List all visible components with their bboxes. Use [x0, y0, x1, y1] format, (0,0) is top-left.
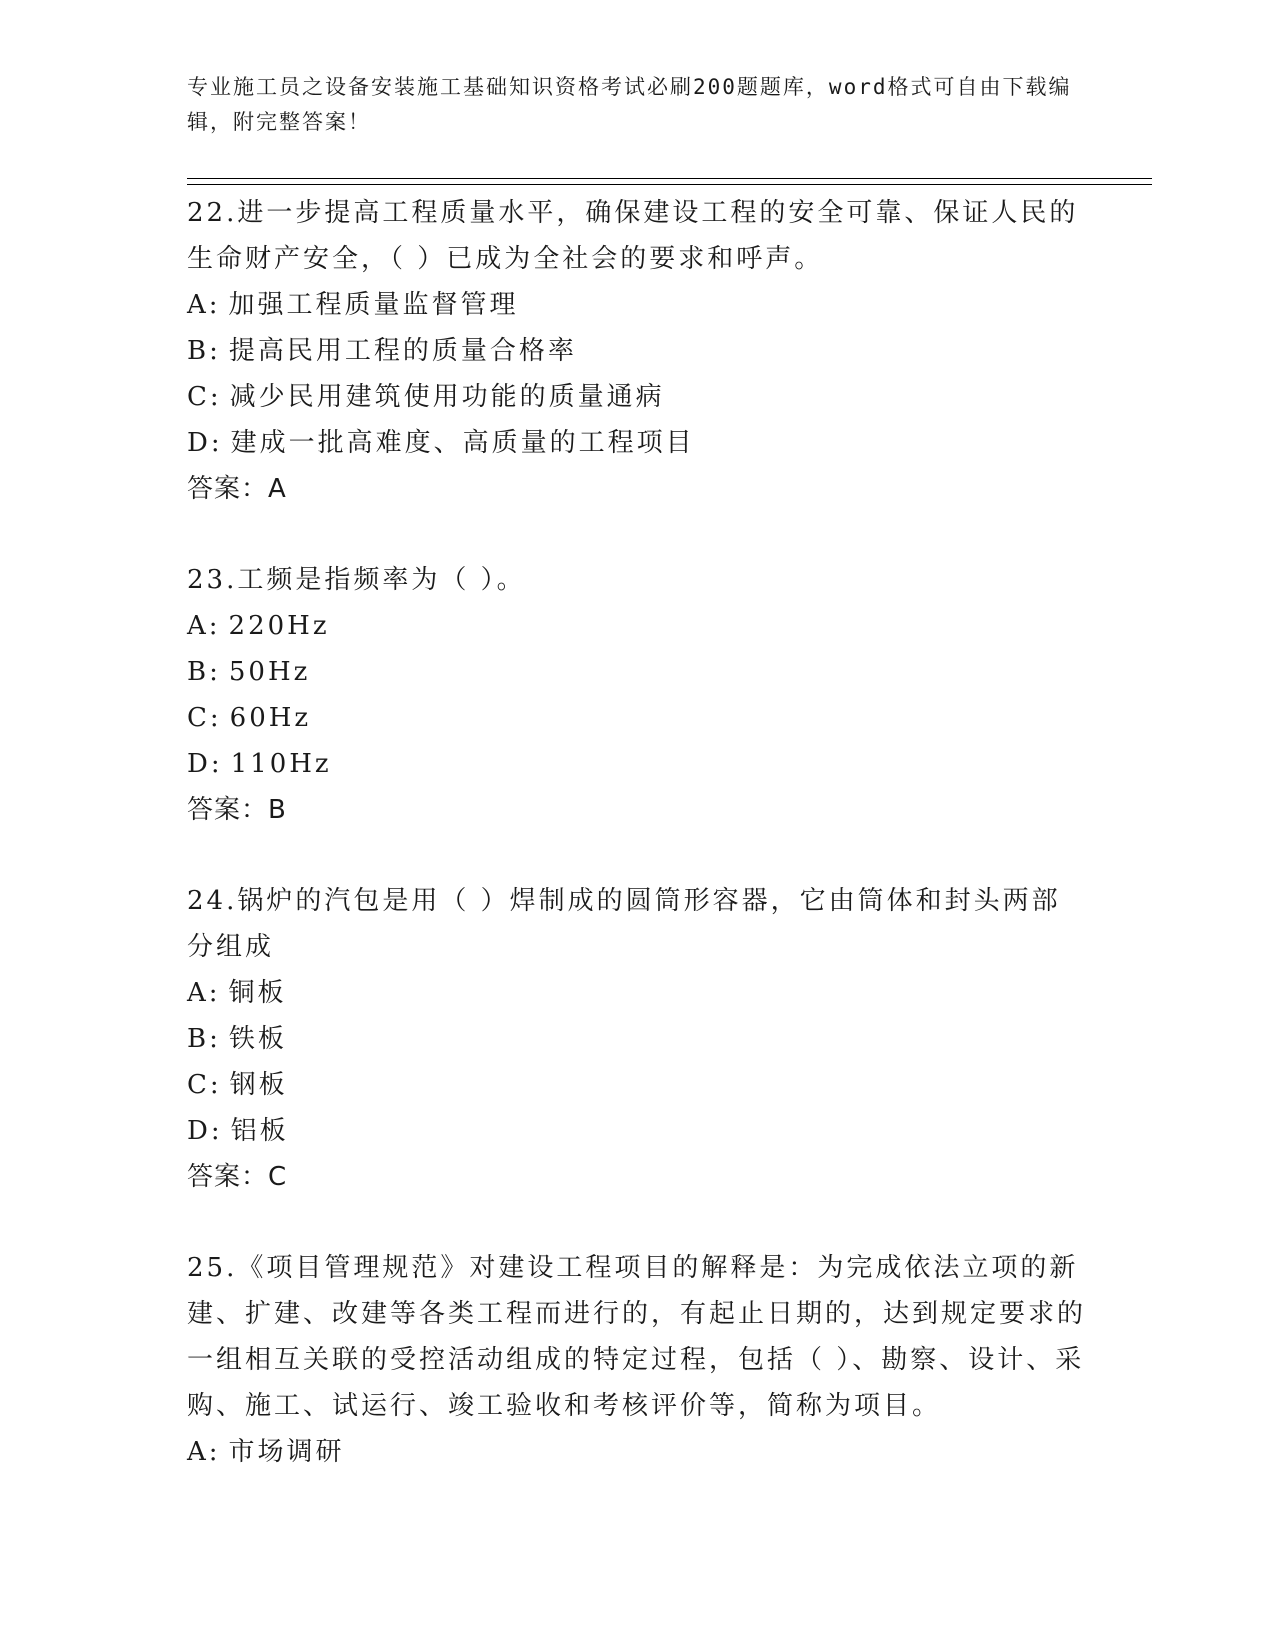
document-header: 专业施工员之设备安装施工基础知识资格考试必刷200题题库，word格式可自由下载编辑，附完整答案！ — [187, 75, 1072, 134]
option-key: D: — [187, 428, 223, 458]
answer-line: 答案：B — [187, 795, 287, 825]
option-key: B: — [187, 657, 221, 687]
option-key: B: — [187, 336, 221, 366]
option-b — [187, 1016, 1087, 1062]
option-key: A: — [187, 1437, 221, 1467]
option-d — [187, 741, 1087, 787]
option-d — [187, 1108, 1087, 1154]
option-text: 钢板 — [229, 1070, 288, 1100]
option-key: A: — [187, 978, 221, 1008]
option-text: 市场调研 — [228, 1437, 345, 1467]
question-stem: 23.工频是指频率为（ ）。 — [187, 565, 526, 595]
option-c — [187, 1062, 1087, 1108]
option-text: 减少民用建筑使用功能的质量通病 — [229, 382, 665, 412]
option-a — [187, 1429, 1087, 1475]
option-b — [187, 328, 1087, 374]
option-text: 50Hz — [228, 657, 311, 687]
option-text: 220Hz — [228, 611, 330, 641]
question-list — [187, 190, 1087, 1520]
question-23 — [187, 557, 1087, 833]
option-key: B: — [187, 1024, 221, 1054]
option-key: C: — [187, 703, 222, 733]
answer-line: 答案：A — [187, 474, 287, 504]
option-d — [187, 420, 1087, 466]
option-key: C: — [187, 382, 222, 412]
question-stem: 24.锅炉的汽包是用（ ）焊制成的圆筒形容器，它由筒体和封头两部分组成 — [187, 886, 1061, 962]
option-key: A: — [187, 290, 221, 320]
option-b — [187, 649, 1087, 695]
option-key: D: — [187, 1116, 223, 1146]
option-text: 提高民用工程的质量合格率 — [228, 336, 577, 366]
option-c — [187, 695, 1087, 741]
header-divider-bottom — [187, 184, 1152, 185]
answer-line: 答案：C — [187, 1162, 288, 1192]
option-a — [187, 970, 1087, 1016]
option-a — [187, 603, 1087, 649]
option-text: 铜板 — [228, 978, 287, 1008]
option-text: 加强工程质量监督管理 — [228, 290, 519, 320]
question-25 — [187, 1245, 1087, 1475]
option-text: 60Hz — [229, 703, 312, 733]
header-divider-top — [187, 178, 1152, 179]
option-text: 建成一批高难度、高质量的工程项目 — [230, 428, 695, 458]
question-stem: 25.《项目管理规范》对建设工程项目的解释是：为完成依法立项的新建、扩建、改建等各类工程而进行的，有起止日期的，达到规定要求的一组相互关联的受控活动组成的特定过程，包括（ ）、勘察、设计、采购、施工、试运行、竣工验收和考核评价等，简称为项目。 — [187, 1253, 1087, 1421]
question-stem: 22.进一步提高工程质量水平，确保建设工程的安全可靠、保证人民的生命财产安全，（ ）已成为全社会的要求和呼声。 — [187, 198, 1079, 274]
question-22 — [187, 190, 1087, 512]
option-key: A: — [187, 611, 221, 641]
option-c — [187, 374, 1087, 420]
question-24 — [187, 878, 1087, 1200]
option-key: C: — [187, 1070, 222, 1100]
option-text: 110Hz — [230, 749, 332, 779]
option-key: D: — [187, 749, 223, 779]
option-text: 铝板 — [230, 1116, 289, 1146]
option-a — [187, 282, 1087, 328]
option-text: 铁板 — [228, 1024, 287, 1054]
